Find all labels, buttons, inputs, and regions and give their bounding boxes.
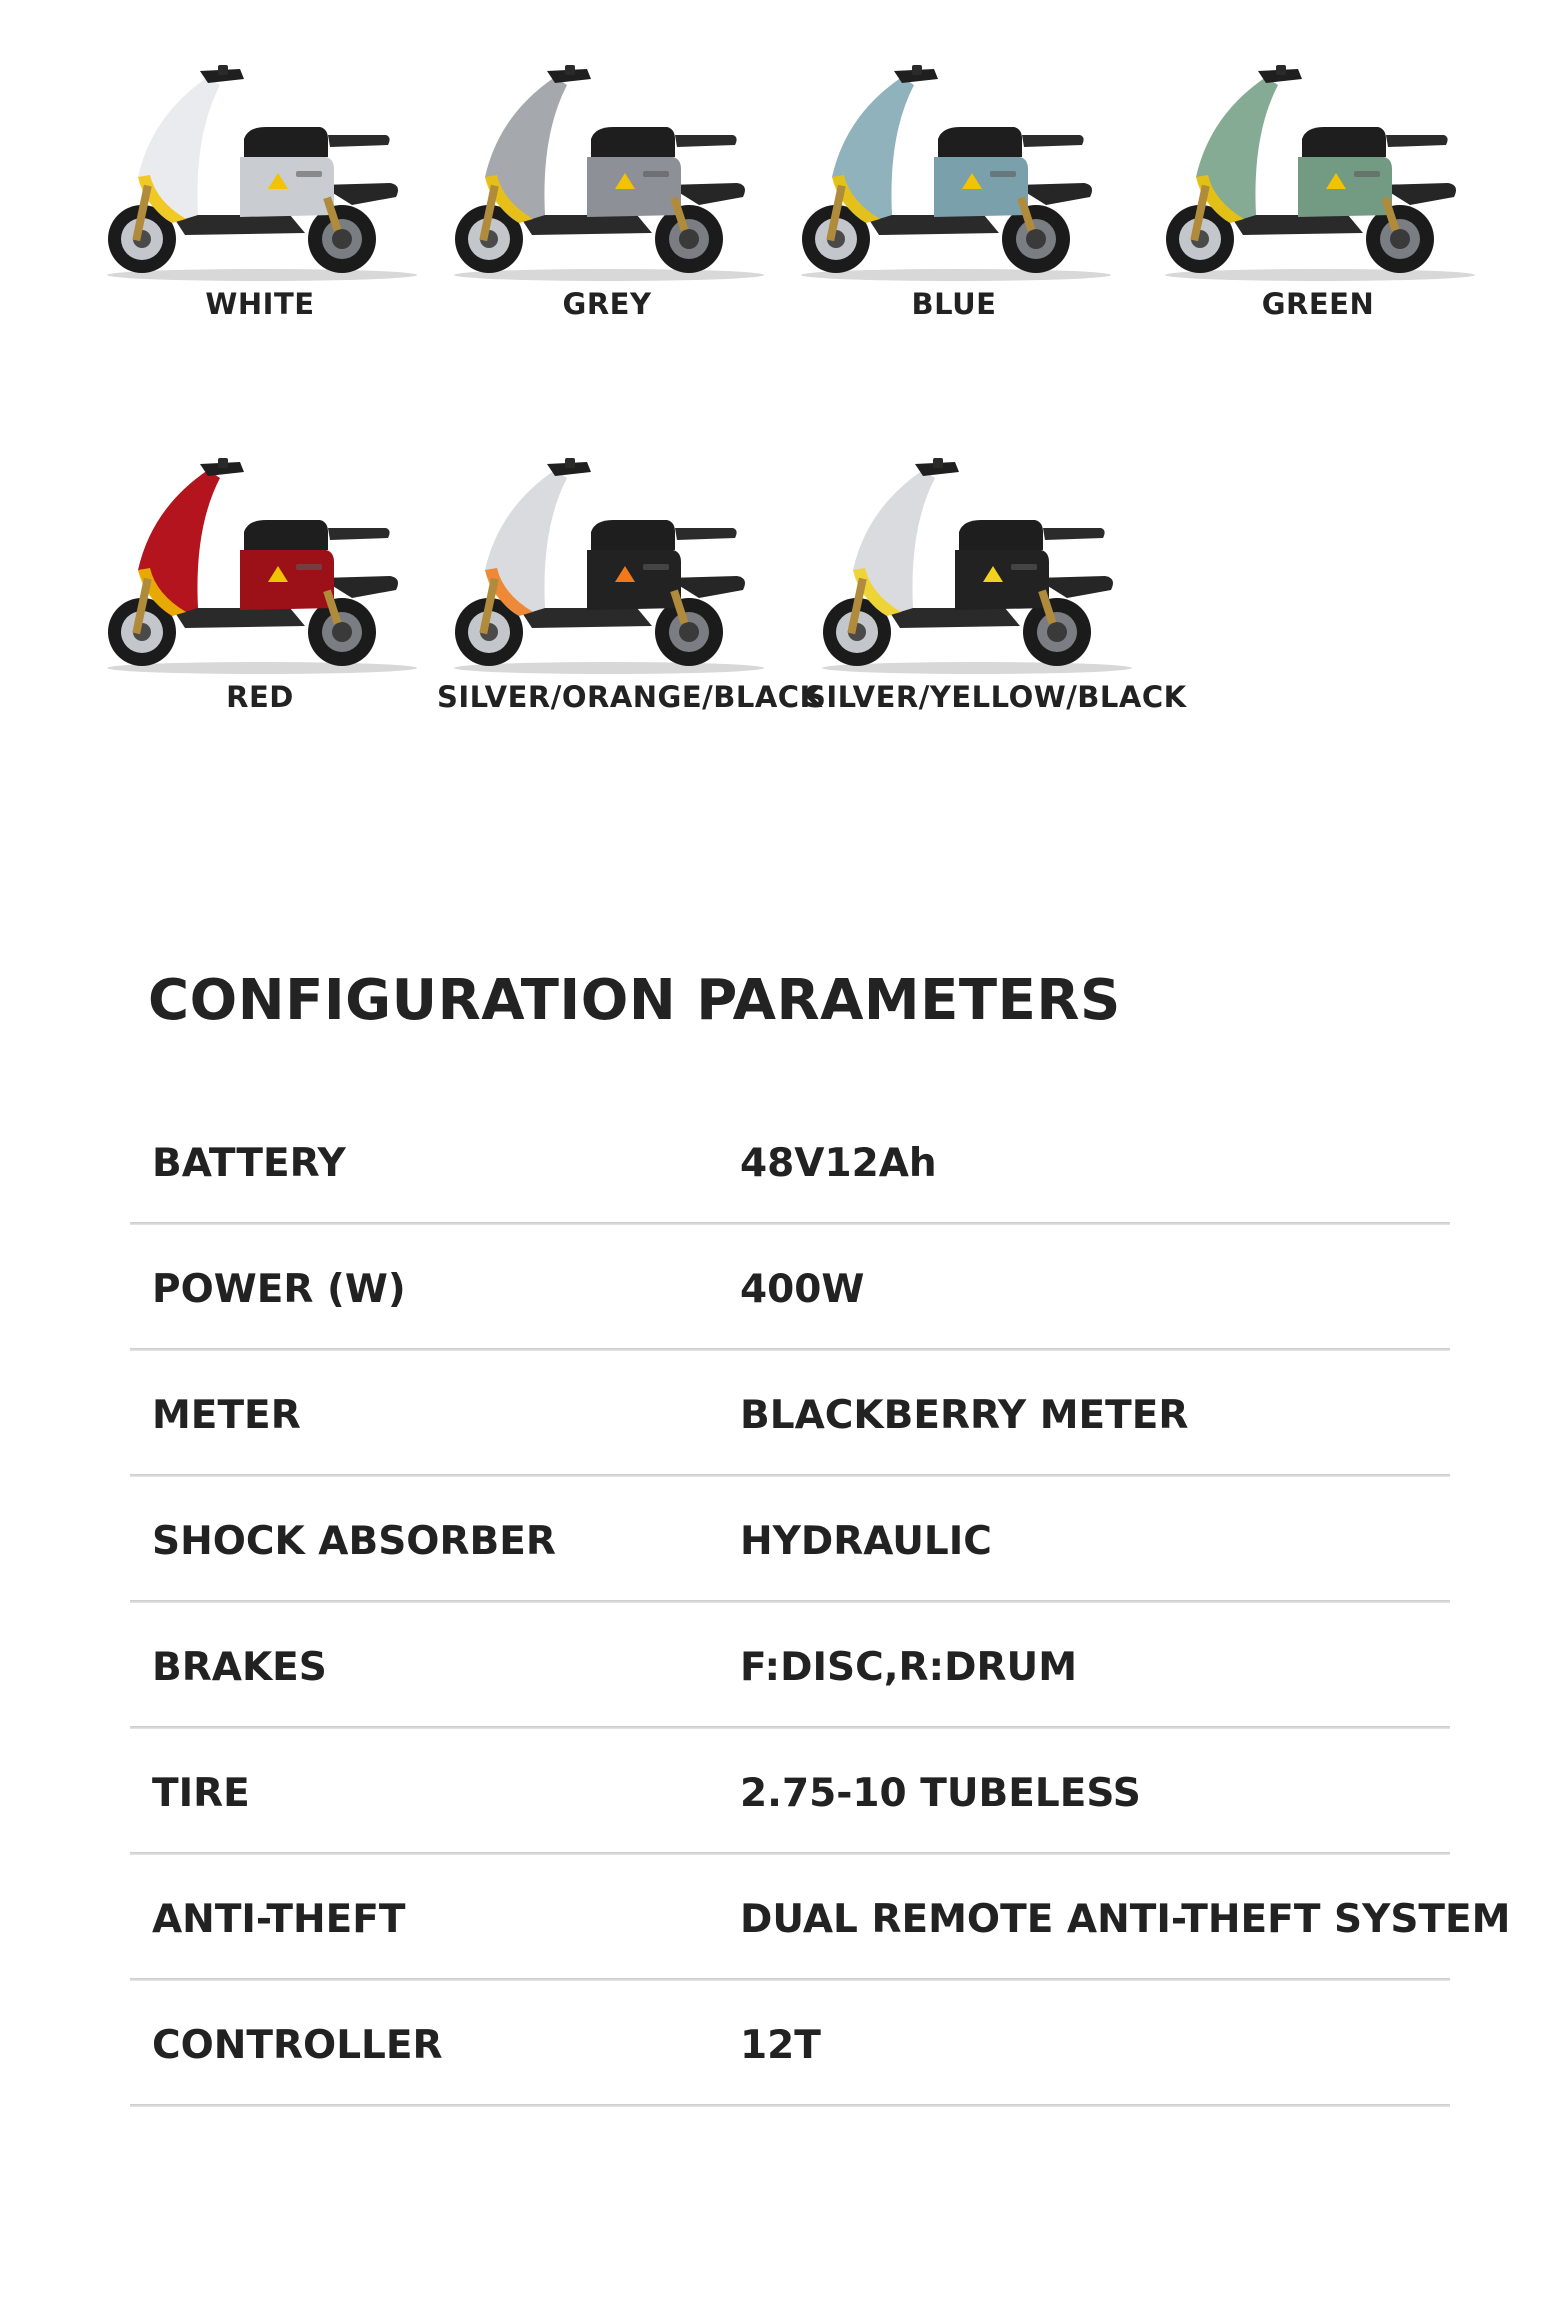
spec-row-shock-absorber [130, 1477, 1450, 1603]
variant-label: WHITE [205, 287, 315, 321]
spec-value: 400W [740, 1267, 865, 1312]
config-title: CONFIGURATION PARAMETERS [148, 968, 1121, 1033]
spec-row-battery [130, 1099, 1450, 1225]
spec-value: F:DISC,R:DRUM [740, 1645, 1078, 1690]
spec-value: HYDRAULIC [740, 1519, 992, 1564]
variant-card-red [90, 458, 430, 738]
spec-label: BRAKES [152, 1645, 327, 1690]
scooter-image [805, 458, 1145, 688]
scooter-image [784, 65, 1124, 295]
spec-value: 12T [740, 2023, 821, 2068]
variant-label: SILVER/ORANGE/BLACK [437, 680, 823, 714]
spec-table [130, 1099, 1511, 2107]
variant-card-silver-orange-black [437, 458, 823, 738]
spec-value: 2.75-10 TUBELESS [740, 1771, 1141, 1816]
spec-value: DUAL REMOTE ANTI-THEFT SYSTEM [740, 1897, 1511, 1942]
spec-label: POWER (W) [152, 1267, 406, 1312]
variant-label: BLUE [911, 287, 997, 321]
spec-label: CONTROLLER [152, 2023, 443, 2068]
scooter-image [90, 458, 430, 688]
variant-card-white [90, 65, 430, 345]
scooter-image [90, 65, 430, 295]
spec-label: BATTERY [152, 1141, 346, 1186]
variant-label: GREEN [1261, 287, 1375, 321]
spec-label: SHOCK ABSORBER [152, 1519, 556, 1564]
spec-row-anti-theft [130, 1855, 1511, 1981]
variant-label: RED [226, 680, 294, 714]
variant-card-silver-yellow-black [805, 458, 1187, 738]
scooter-image [437, 65, 777, 295]
variant-card-grey [437, 65, 777, 345]
variant-card-blue [784, 65, 1124, 345]
spec-row-power [130, 1225, 1450, 1351]
spec-label: TIRE [152, 1771, 250, 1816]
spec-label: METER [152, 1393, 301, 1438]
spec-row-controller [130, 1981, 1450, 2107]
spec-label: ANTI-THEFT [152, 1897, 406, 1942]
spec-row-tire [130, 1729, 1450, 1855]
variant-label: SILVER/YELLOW/BLACK [805, 680, 1187, 714]
scooter-image [1148, 65, 1488, 295]
variant-card-green [1148, 65, 1488, 345]
scooter-image [437, 458, 777, 688]
spec-value: BLACKBERRY METER [740, 1393, 1189, 1438]
variant-label: GREY [562, 287, 652, 321]
spec-value: 48V12Ah [740, 1141, 937, 1186]
spec-row-brakes [130, 1603, 1450, 1729]
spec-row-meter [130, 1351, 1450, 1477]
